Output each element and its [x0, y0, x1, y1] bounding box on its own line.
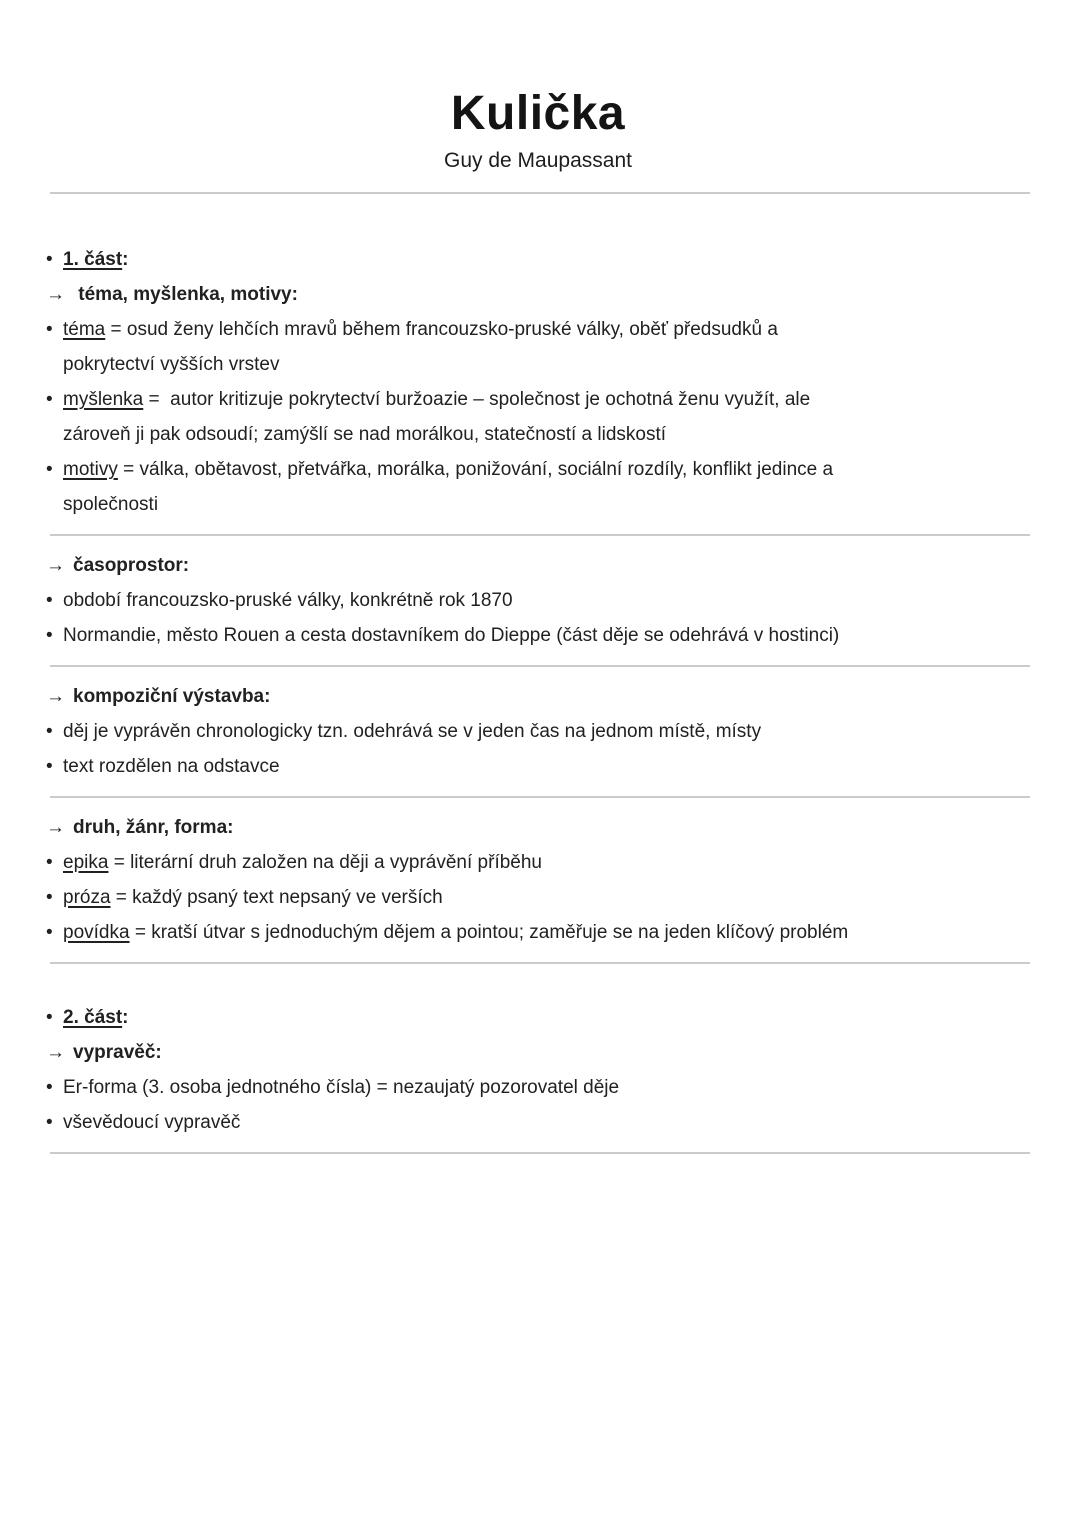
page-title: Kulička: [450, 87, 626, 140]
part2-heading: [46, 1000, 1030, 1035]
document-header: [46, 86, 1030, 176]
term-myslenka: myšlenka: [63, 389, 144, 410]
bullet-item-kompozice-2: [46, 749, 1030, 784]
bullet-item-epika: [46, 845, 1030, 880]
bullet-icon: •: [46, 887, 53, 908]
bullet-icon: •: [46, 249, 53, 270]
continuation-line-tema: pokrytectví vyšších vrstev: [63, 354, 280, 375]
bullet-item-vypravec-1: [46, 1070, 1030, 1105]
epika-text: = literární druh založen na ději a vyprávění příběhu: [108, 852, 542, 873]
bullet-icon: •: [46, 590, 53, 611]
bullet-icon: •: [46, 459, 53, 480]
part1-heading: [46, 242, 1030, 277]
kompozice-heading-text: kompoziční výstavba:: [73, 686, 271, 707]
casoprostor-section-heading: [46, 548, 1030, 583]
bullet-icon: •: [46, 625, 53, 646]
section-divider: [50, 962, 1030, 964]
arrow-icon: →: [46, 817, 65, 838]
vypravec-item-2-text: vševědoucí vypravěč: [63, 1112, 241, 1133]
tema-section-heading: [46, 277, 1030, 312]
vypravec-heading-text: vypravěč:: [73, 1042, 162, 1063]
kompozice-item-2-text: text rozdělen na odstavce: [63, 756, 280, 777]
section-divider: [50, 665, 1030, 667]
bullet-icon: •: [46, 852, 53, 873]
arrow-icon: →: [46, 1042, 65, 1063]
bullet-item-myslenka: [46, 382, 1030, 417]
section-divider: [50, 796, 1030, 798]
bullet-icon: •: [46, 1112, 53, 1133]
arrow-icon: →: [46, 284, 65, 305]
bullet-icon: •: [46, 922, 53, 943]
tema-section-heading-text: téma, myšlenka, motivy:: [73, 284, 298, 305]
bullet-icon: •: [46, 1077, 53, 1098]
kompozice-item-1-text: děj je vyprávěn chronologicky tzn. odehrává se v jeden čas na jednom místě, místy: [63, 721, 762, 742]
proza-text: = každý psaný text nepsaný ve verších: [110, 887, 443, 908]
casoprostor-heading-text: časoprostor:: [73, 555, 190, 576]
myslenka-text: = autor kritizuje pokrytectví buržoazie – společnost je ochotná ženu využít, ale: [143, 389, 811, 410]
bullet-item-proza: [46, 880, 1030, 915]
bullet-item-kompozice-1: [46, 714, 1030, 749]
continuation-line-myslenka: zároveň ji pak odsoudí; zamýšlí se nad morálkou, statečností a lidskostí: [63, 424, 667, 445]
document-body: [46, 242, 1030, 1154]
section-divider: [50, 534, 1030, 536]
bullet-item-vypravec-2: [46, 1105, 1030, 1140]
tema-text: = osud ženy lehčích mravů během francouzsko-pruské války, oběť předsudků a: [105, 319, 778, 340]
term-proza: próza: [63, 887, 111, 908]
part2-heading-text: 2. část:: [63, 1007, 129, 1028]
title-divider: [50, 192, 1030, 194]
vypravec-item-1-text: Er-forma (3. osoba jednotného čísla) = nezaujatý pozorovatel děje: [63, 1077, 620, 1098]
bullet-item-povidka: [46, 915, 1030, 950]
povidka-text: = kratší útvar s jednoduchým dějem a pointou; zaměřuje se na jeden klíčový problém: [129, 922, 849, 943]
bullet-item-tema: [46, 312, 1030, 347]
term-tema: téma: [63, 319, 106, 340]
kompozice-section-heading: [46, 679, 1030, 714]
bullet-icon: •: [46, 1007, 53, 1028]
casoprostor-item-1-text: období francouzsko-pruské války, konkrétně rok 1870: [63, 590, 513, 611]
bullet-icon: •: [46, 756, 53, 777]
page-subtitle: Guy de Maupassant: [444, 149, 632, 172]
bullet-icon: •: [46, 721, 53, 742]
term-povidka: povídka: [63, 922, 130, 943]
arrow-icon: →: [46, 555, 65, 576]
continuation-line-motivy: společnosti: [63, 494, 159, 515]
section-divider: [50, 1152, 1030, 1154]
arrow-icon: →: [46, 686, 65, 707]
casoprostor-item-2-text: Normandie, město Rouen a cesta dostavníkem do Dieppe (část děje se odehrává v hostinci): [63, 625, 840, 646]
bullet-icon: •: [46, 319, 53, 340]
druh-heading-text: druh, žánr, forma:: [73, 817, 234, 838]
bullet-item-casoprostor-2: [46, 618, 1030, 653]
term-motivy: motivy: [63, 459, 118, 480]
part1-heading-text: 1. část:: [63, 249, 129, 270]
term-epika: epika: [63, 852, 109, 873]
bullet-item-casoprostor-1: [46, 583, 1030, 618]
bullet-icon: •: [46, 389, 53, 410]
vypravec-section-heading: [46, 1035, 1030, 1070]
druh-section-heading: [46, 810, 1030, 845]
motivy-text: = válka, obětavost, přetvářka, morálka, ponižování, sociální rozdíly, konflikt jedince a: [117, 459, 834, 480]
bullet-item-motivy: [46, 452, 1030, 487]
